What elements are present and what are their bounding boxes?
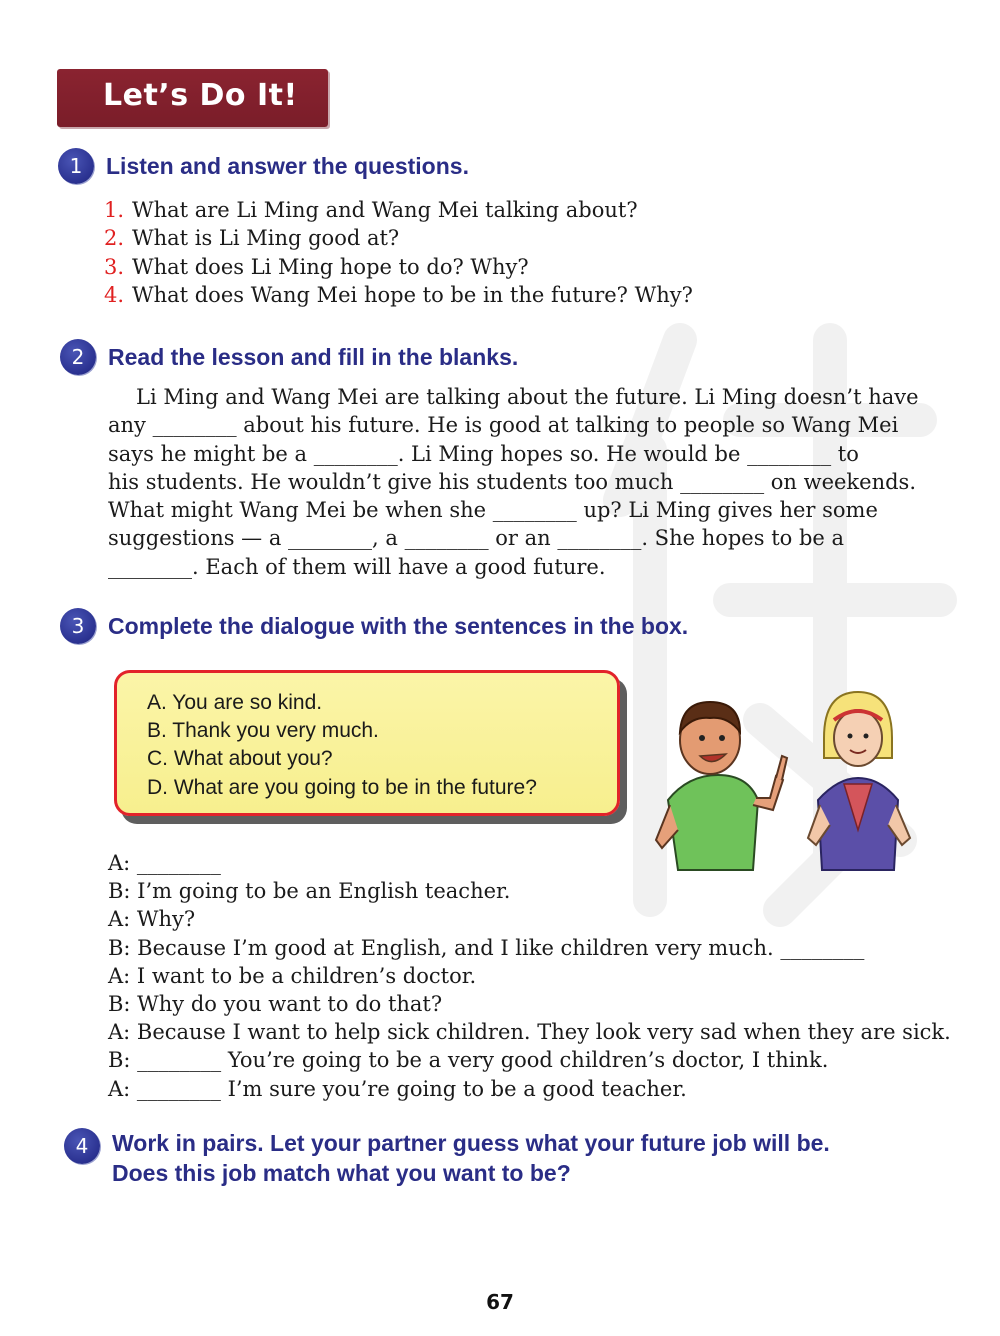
passage-line: Li Ming and Wang Mei are talking about the future. Li Ming doesn’t have <box>136 385 919 409</box>
section-number-badge: 4 <box>64 1128 100 1164</box>
question-item <box>104 196 693 224</box>
passage-line: suggestions — a ________, a ________ or an ________. She hopes to be a <box>108 526 845 551</box>
dialogue-line: A: Because I want to help sick children. They look very sad when they are sick. <box>108 1020 951 1045</box>
question-number: 2. <box>104 226 125 251</box>
boy-figure <box>656 702 787 870</box>
dialogue <box>108 849 951 1103</box>
question-number: 3. <box>104 254 125 279</box>
sentence-option: B. Thank you very much. <box>147 719 379 743</box>
question-item <box>104 281 693 309</box>
passage-line: any ________ about his future. He is good at talking to people so Wang Mei <box>108 413 899 438</box>
fill-in-passage <box>108 383 919 581</box>
passage-line: What might Wang Mei be when she ________ up? Li Ming gives her some <box>108 498 878 523</box>
dialogue-line: A: I want to be a children’s doctor. <box>108 963 477 988</box>
section-title-line: Does this job match what you want to be? <box>112 1160 571 1186</box>
section-3-header <box>60 608 688 644</box>
lets-do-it-banner <box>57 69 328 127</box>
section-title: Complete the dialogue with the sentences in the box. <box>108 612 689 639</box>
section-title: Listen and answer the questions. <box>106 152 469 179</box>
question-text: What does Wang Mei hope to be in the future? Why? <box>132 283 693 308</box>
passage-line: ________. Each of them will have a good future. <box>108 554 606 579</box>
dialogue-line: B: ________ You’re going to be a very good children’s doctor, I think. <box>108 1048 829 1073</box>
sentence-box <box>114 670 620 816</box>
dialogue-line: B: Why do you want to do that? <box>108 992 443 1017</box>
sentence-option: A. You are so kind. <box>147 691 323 714</box>
dialogue-line: A: Why? <box>108 907 196 932</box>
passage-line: his students. He wouldn’t give his students too much ________ on weekends. <box>108 469 916 494</box>
section-2-header <box>60 339 518 375</box>
section-number-badge: 2 <box>60 339 96 375</box>
section-1-header <box>58 148 469 184</box>
question-number: 1. <box>104 198 125 222</box>
section-number-badge: 1 <box>58 148 94 184</box>
section-title: Read the lesson and fill in the blanks. <box>108 343 519 370</box>
section-number-badge: 3 <box>60 608 96 644</box>
question-text: What is Li Ming good at? <box>132 226 400 251</box>
question-item <box>104 253 693 281</box>
page-number: 67 <box>486 1290 514 1314</box>
sentence-options <box>147 689 537 802</box>
dialogue-line: A: ________ I’m sure you’re going to be a good teacher. <box>108 1076 687 1101</box>
girl-figure <box>808 692 910 870</box>
passage-line: says he might be a ________. Li Ming hopes so. He would be ________ to <box>108 441 859 466</box>
question-text: What are Li Ming and Wang Mei talking about? <box>132 198 638 222</box>
banner-title: Let’s Do It! <box>103 78 298 113</box>
question-number: 4. <box>104 283 125 308</box>
question-text: What does Li Ming hope to do? Why? <box>132 254 529 279</box>
section-title-line: Work in pairs. Let your partner guess what your future job will be. <box>112 1130 830 1156</box>
question-item <box>104 224 693 252</box>
dialogue-line: B: Because I’m good at English, and I like children very much. ________ <box>108 935 865 960</box>
dialogue-line: B: I’m going to be an English teacher. <box>108 879 511 904</box>
section-title <box>112 1128 830 1188</box>
sentence-option: D. What are you going to be in the future? <box>147 775 537 799</box>
dialogue-line: A: ________ <box>108 851 221 875</box>
section-4-header <box>64 1128 830 1188</box>
sentence-option: C. What about you? <box>147 747 333 771</box>
question-list <box>104 196 693 310</box>
